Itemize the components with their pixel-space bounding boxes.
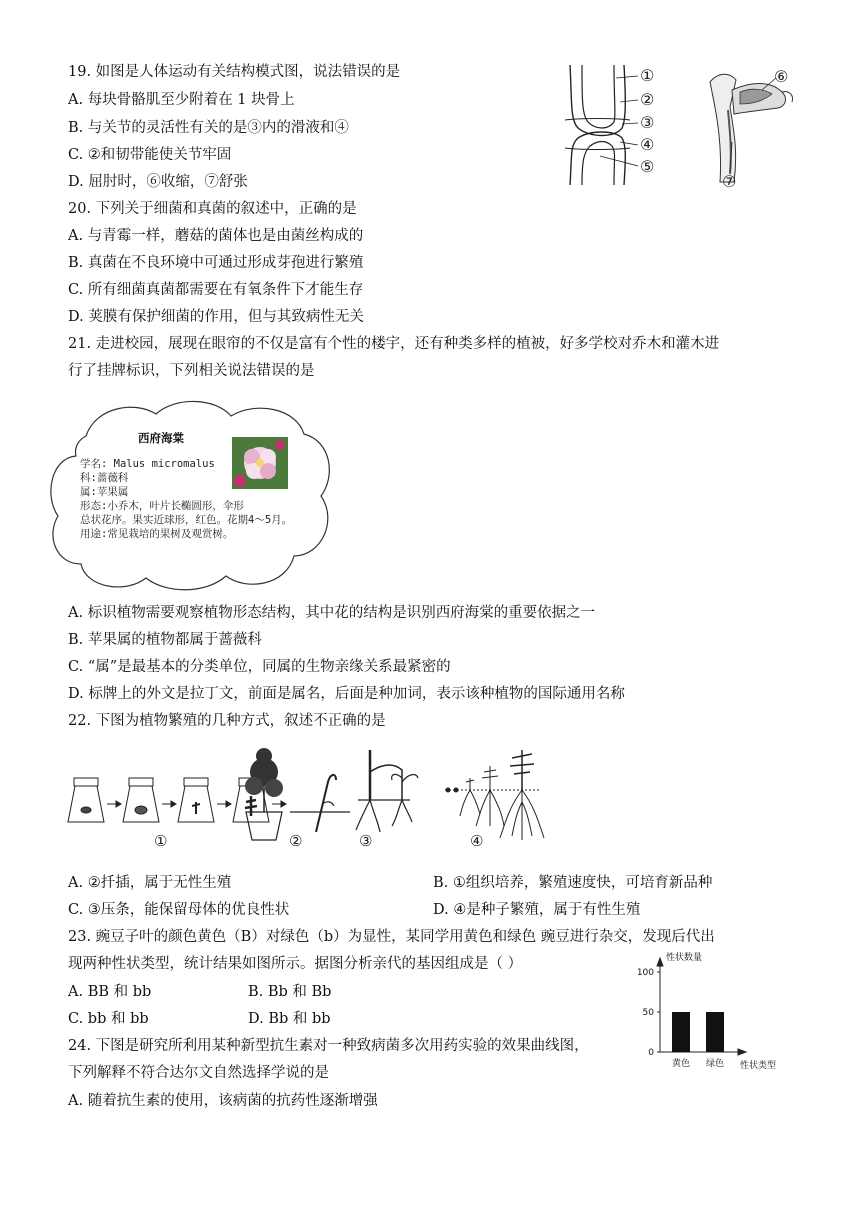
q19-option-a: A. 每块骨骼肌至少附着在 1 块骨上	[68, 92, 295, 108]
q24-option-a: A. 随着抗生素的使用，该病菌的抗药性逐渐增强	[68, 1093, 378, 1109]
joint-label-2: ②	[640, 90, 655, 109]
chart-y-tick-label: 100	[636, 968, 654, 978]
q24-stem-line2: 下列解释不符合达尔文自然选择学说的是	[68, 1065, 329, 1081]
card-family: 科:蔷薇科	[80, 472, 129, 484]
trait-count-bar-chart	[636, 948, 796, 1073]
propagation-label-2: ②	[289, 832, 303, 850]
arm-muscle-diagram	[700, 62, 800, 192]
q23-option-b: B. Bb 和 Bb	[248, 984, 332, 1000]
q21-option-c: C. “属”是最基本的分类单位，同属的生物亲缘关系最紧密的	[68, 659, 451, 675]
q20-option-a: A. 与青霉一样，蘑菇的菌体也是由菌丝构成的	[68, 228, 364, 244]
card-usage: 用途:常见栽培的果树及观赏树。	[80, 528, 234, 540]
joint-label-1: ①	[640, 66, 655, 85]
chart-y-tick-label: 0	[648, 1048, 654, 1058]
q23-stem-line2: 现两种性状类型，统计结果如图所示。据图分析亲代的基因组成是（ ）	[68, 956, 523, 972]
joint-diagram	[560, 60, 670, 190]
q19-stem: 19. 如图是人体运动有关结构模式图，说法错误的是	[68, 64, 401, 80]
q21-option-a: A. 标识植物需要观察植物形态结构，其中花的结构是识别西府海棠的重要依据之一	[68, 605, 596, 621]
q20-option-b: B. 真菌在不良环境中可通过形成芽孢进行繁殖	[68, 255, 364, 271]
card-morphology-2: 总状花序。果实近球形，红色。花期4～5月。	[80, 514, 293, 526]
q20-option-c: C. 所有细菌真菌都需要在有氧条件下才能生存	[68, 282, 364, 298]
flower-photo	[232, 437, 288, 489]
q23-stem-line1: 23. 豌豆子叶的颜色黄色（B）对绿色（b）为显性，某同学用黄色和绿色 豌豆进行杂交，发现后代出	[68, 929, 715, 945]
q23-option-a: A. BB 和 bb	[68, 984, 152, 1000]
joint-label-3: ③	[640, 113, 655, 132]
chart-bar	[672, 1012, 690, 1052]
card-scientific-name: 学名: Malus micromalus	[80, 458, 215, 470]
q21-option-b: B. 苹果属的植物都属于蔷薇科	[68, 632, 262, 648]
arm-label-7: ⑦	[722, 172, 737, 191]
q19-option-c: C. ②和韧带能使关节牢固	[68, 147, 232, 163]
q21-stem-line2: 行了挂牌标识，下列相关说法错误的是	[68, 363, 315, 379]
card-title: 西府海棠	[138, 431, 184, 445]
q22-option-b: B. ①组织培养，繁殖速度快，可培育新品种	[433, 875, 713, 891]
q21-option-d: D. 标牌上的外文是拉丁文，前面是属名，后面是种加词，表示该种植物的国际通用名称	[68, 686, 625, 702]
arm-label-6: ⑥	[774, 67, 789, 86]
chart-y-tick-label: 50	[642, 1008, 654, 1018]
q22-option-c: C. ③压条，能保留母体的优良性状	[68, 902, 290, 918]
q24-stem-line1: 24. 下图是研究所利用某种新型抗生素对一种致病菌多次用药实验的效果曲线图，	[68, 1038, 589, 1054]
card-genus: 属:苹果属	[80, 486, 129, 498]
chart-category-label: 绿色	[705, 1059, 725, 1069]
chart-x-axis-label: 性状类型	[740, 1061, 777, 1071]
q19-option-b: B. 与关节的灵活性有关的是③内的滑液和④	[68, 120, 349, 136]
q21-stem-line1: 21. 走进校园，展现在眼帘的不仅是富有个性的楼宇，还有种类多样的植被，好多学校对乔木和灌木进	[68, 336, 720, 352]
joint-label-4: ④	[640, 135, 655, 154]
chart-bar	[706, 1012, 724, 1052]
card-morphology-1: 形态:小乔木，叶片长椭圆形，伞形	[80, 500, 244, 512]
propagation-label-3: ③	[359, 832, 373, 850]
propagation-label-1: ①	[154, 832, 168, 850]
chart-category-label: 黄色	[671, 1059, 691, 1069]
propagation-label-4: ④	[470, 832, 484, 850]
q19-option-d: D. 屈肘时，⑥收缩，⑦舒张	[68, 174, 248, 190]
plant-propagation-figure	[60, 742, 550, 854]
q22-option-a: A. ②扦插，属于无性生殖	[68, 875, 232, 891]
q22-stem: 22. 下图为植物繁殖的几种方式，叙述不正确的是	[68, 713, 386, 729]
joint-label-5: ⑤	[640, 157, 655, 176]
q23-option-d: D. Bb 和 bb	[248, 1011, 331, 1027]
chart-y-axis-label: 性状数量	[666, 953, 703, 963]
q22-option-d: D. ④是种子繁殖，属于有性生殖	[433, 902, 641, 918]
q20-option-d: D. 荚膜有保护细菌的作用，但与其致病性无关	[68, 309, 364, 325]
q20-stem: 20. 下列关于细菌和真菌的叙述中，正确的是	[68, 201, 357, 217]
q23-option-c: C. bb 和 bb	[68, 1011, 149, 1027]
